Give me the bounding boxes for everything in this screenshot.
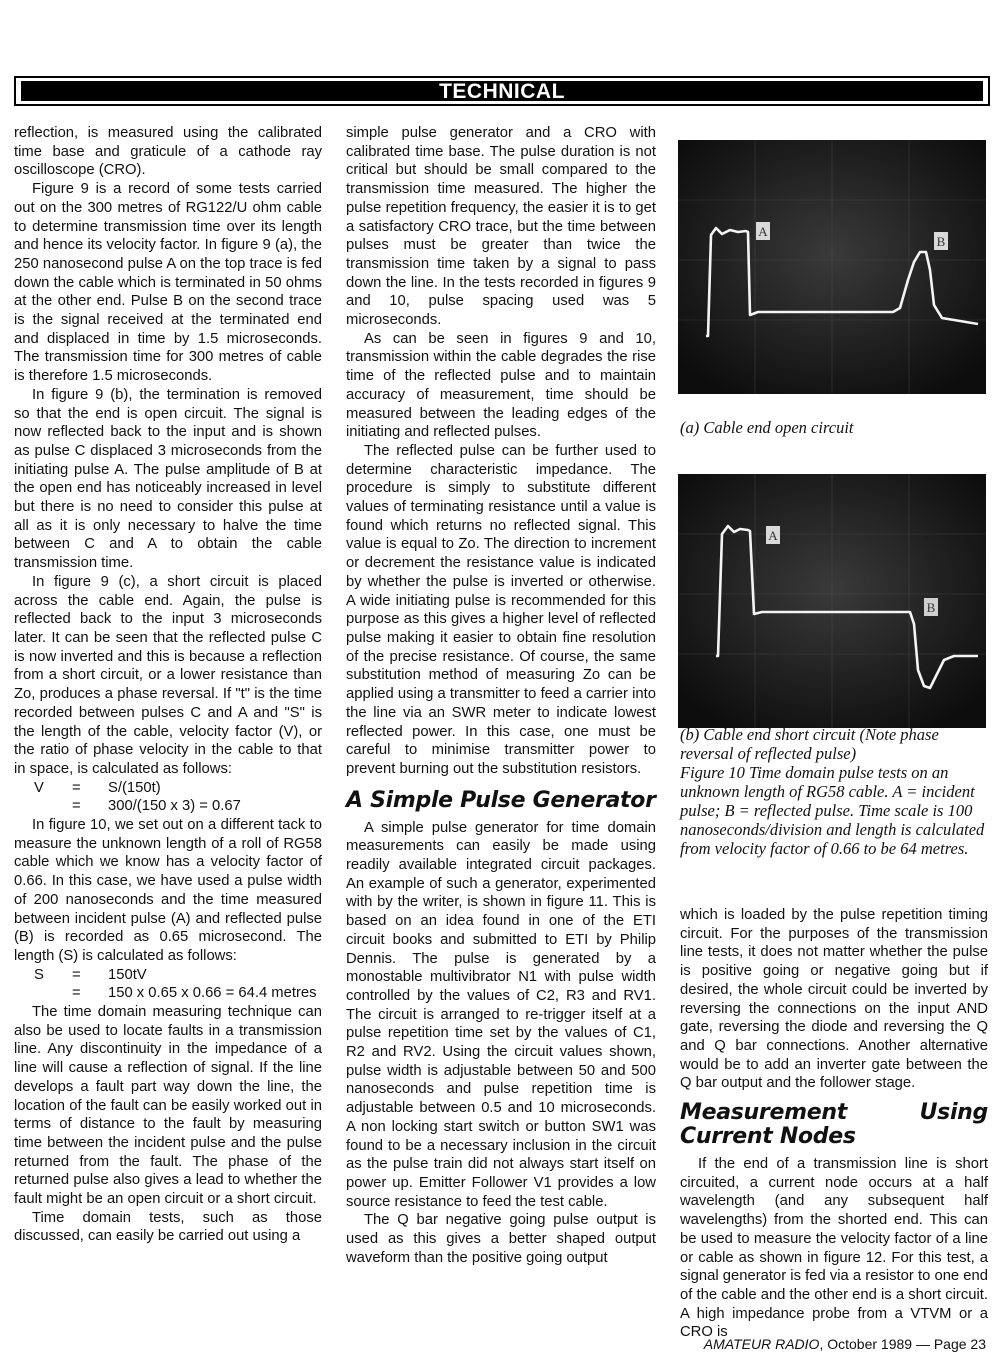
photo-caption-b-text: (b) Cable end short circuit (Note phase reversal of reflected pulse) <box>680 725 939 763</box>
equation-line <box>14 779 322 798</box>
photo-caption-b <box>680 725 988 858</box>
photo-caption-a: (a) Cable end open circuit <box>680 418 854 437</box>
equation-operator: = <box>72 985 81 1002</box>
oscilloscope-photo-open-circuit <box>678 140 986 394</box>
footer-magazine: AMATEUR RADIO <box>703 1336 820 1352</box>
section-banner <box>14 76 990 106</box>
equation-operator: = <box>72 798 81 815</box>
paragraph: reflection, is measured using the calibrated time base and graticule of a cathode ray oscilloscope (CRO). <box>14 125 322 179</box>
trace-label-b: B <box>926 600 936 615</box>
paragraph: In figure 9 (b), the termination is removed so that the end is open circuit. The signal is now reflected back to the input and is shown as pulse C displaced 3 microseconds from the initiating pulse A. The pulse amplitude of B at the open end has noticeably increased in level but there is no need to consider this pulse at all as it is only necessary to halve the time between C and A to obtain the cable transmission time. <box>14 386 322 572</box>
oscilloscope-photo-short-circuit <box>678 474 986 728</box>
equation-operator: = <box>72 966 81 983</box>
text-column-2 <box>346 124 656 1267</box>
equation-rhs: 150tV <box>108 966 147 983</box>
equation-lhs <box>14 797 72 816</box>
paragraph: If the end of a transmission line is short circuited, a current node occurs at a half wavelength (and any subsequent half wavelengths) from the shorted end. This can be used to measure the velocity factor of a line or cable as shown in figure 12. For this test, a signal generator is fed via a resistor to one end of the cable and the other end is a short circuit. A high impedance probe from a VTVM or a CRO is <box>680 1156 988 1341</box>
paragraph: The Q bar negative going pulse output is used as this gives a better shaped output waveform than the positive going output <box>346 1212 656 1266</box>
page-footer <box>704 1336 986 1352</box>
equation-lhs: V <box>34 779 44 796</box>
equation-operator: = <box>72 779 81 796</box>
paragraph: Figure 9 is a record of some tests carried out on the 300 metres of RG122/U ohm cable to determine transmission time over its length and hence its velocity factor. In figure 9 (a), the 250 nanosecond pulse A on the top trace is fed down the cable which is terminated in 50 ohms at the other end. Pulse B on the second trace is the signal received at the terminated end and displaced in time by 1.5 microseconds. The transmission time for 300 metres of cable is therefore 1.5 microseconds. <box>14 181 322 385</box>
equation-lhs: S <box>34 966 44 983</box>
equation-rhs: 150 x 0.65 x 0.66 = 64.4 metres <box>108 985 317 1002</box>
paragraph: Time domain tests, such as those discussed, can easily be carried out using a <box>14 1209 322 1245</box>
trace-label-a: A <box>758 224 768 239</box>
equation-rhs: 300/(150 x 3) = 0.67 <box>108 798 241 815</box>
paragraph: A simple pulse generator for time domain measurements can easily be made using readily available integrated circuit packages. An example of such a generator, experimented with by the writer, is shown in figure 11. This is based on an idea found in one of the ETI circuit books and submitted to ETI by Philip Dennis. The pulse is generated by a monostable multivibrator N1 with pulse width controlled by the values of C2, R3 and RV1. The circuit is arranged to re-trigger itself at a pulse repetition time set by the values of C1, R2 and RV2. Using the circuit values shown, pulse width is adjustable between 50 and 500 nanoseconds and pulse repetition time is adjustable between 0.5 and 10 microseconds. A non locking start switch or button SW1 was found to be a necessary inclusion in the circuit as the pulse train did not always start itself on power up. Emitter Follower V1 provides a low source resistance to feed the test cable. <box>346 819 656 1210</box>
text-column-3 <box>680 906 988 1342</box>
equation-line <box>14 966 322 985</box>
text-column-1 <box>14 124 322 1246</box>
paragraph: The reflected pulse can be further used to determine characteristic impedance. The procedure is simply to substitute different values of terminating resistance until a value is found which returns no reflected signal. This value is equal to Zo. The direction to increment or decrement the resistance value is indicated by whether the pulse is inverted or otherwise. A wide initiating pulse is recommended for this purpose as this gives a higher level of reflected pulse making it easier to obtain fine resolution of the precise resistance. Of course, the same substitution method of measuring Zo can be applied using a transmitter to feed a carrier into the line via an SWR meter to indicate lowest reflected power. In this case, one must be careful to minimise transmitter power to prevent burning out the substitution resistors. <box>346 442 656 777</box>
section-banner-title: TECHNICAL <box>21 81 983 101</box>
equation-lhs <box>14 984 72 1003</box>
section-heading: A Simple Pulse Generator <box>346 787 656 813</box>
paragraph: simple pulse generator and a CRO with calibrated time base. The pulse duration is not critical but should be small compared to the transmission time measured. The higher the pulse repetition frequency, the easier it is to get a satisfactory CRO trace, but the time between pulses must be greater than twice the transmission time taken by a signal to pass down the line. In the tests recorded in figures 9 and 10, pulse spacing used was 5 microseconds. <box>346 125 656 329</box>
footer-date-page: , October 1989 — Page 23 <box>819 1336 986 1352</box>
paragraph: In figure 9 (c), a short circuit is placed across the cable end. Again, the pulse is reflected back to the input 3 microseconds later. It can be seen that the reflected pulse C is now inverted and this is because a reflection from a short circuit, or a lower resistance than Zo, produces a phase reversal. If "t" is the time recorded between pulses C and A and "S" is the length of the cable, velocity factor (V), or the ratio of phase velocity in the cable to that in space, is calculated as follows: <box>14 573 322 777</box>
equation-rhs: S/(150t) <box>108 779 161 796</box>
paragraph: As can be seen in figures 9 and 10, transmission within the cable degrades the rise time of the reflected pulse and to maintain accuracy of measurement, time should be measured between the leading edges of the initiating and reflected pulses. <box>346 330 656 441</box>
equation-line <box>14 984 322 1003</box>
paragraph: The time domain measuring technique can also be used to locate faults in a transmission line. Any discontinuity in the impedance of a line will cause a reflection of signal. If the line develops a fault part way down the line, the location of the fault can be easily worked out in terms of distance to the fault by measuring time between the incident pulse and the pulse returned from the fault. The phase of the returned pulse also gives a lead to whether the fault might be an open circuit or a short circuit. <box>14 1004 322 1208</box>
section-heading: Measurement Using Current Nodes <box>680 1100 988 1150</box>
paragraph: In figure 10, we set out on a different tack to measure the unknown length of a roll of RG58 cable which we know has a velocity factor of 0.66. In this case, we have used a pulse width of 200 nanoseconds and the time measured between incident pulse (A) and reflected pulse (B) is recorded as 0.65 microsecond. The length (S) is calculated as follows: <box>14 817 322 964</box>
figure-caption: Figure 10 Time domain pulse tests on an unknown length of RG58 cable. A = incident pulse; B = reflected pulse. Time scale is 100 nanoseconds/division and length is calculated from velocity factor of 0.66 to be 64 metres. <box>680 763 985 858</box>
paragraph: which is loaded by the pulse repetition timing circuit. For the purposes of the transmission line tests, it does not matter whether the pulse is positive going or negative going but if desired, the whole circuit could be inverted by reversing the connections on the input AND gate, reversing the diode and reversing the Q and Q bar connections. Another alternative would be to add an inverter gate between the Q bar output and the follower stage. <box>680 907 988 1092</box>
trace-label-a: A <box>768 528 778 543</box>
trace-label-b: B <box>936 234 946 249</box>
equation-line <box>14 797 322 816</box>
oscilloscope-trace-b <box>678 474 986 728</box>
oscilloscope-trace-a <box>678 140 986 394</box>
